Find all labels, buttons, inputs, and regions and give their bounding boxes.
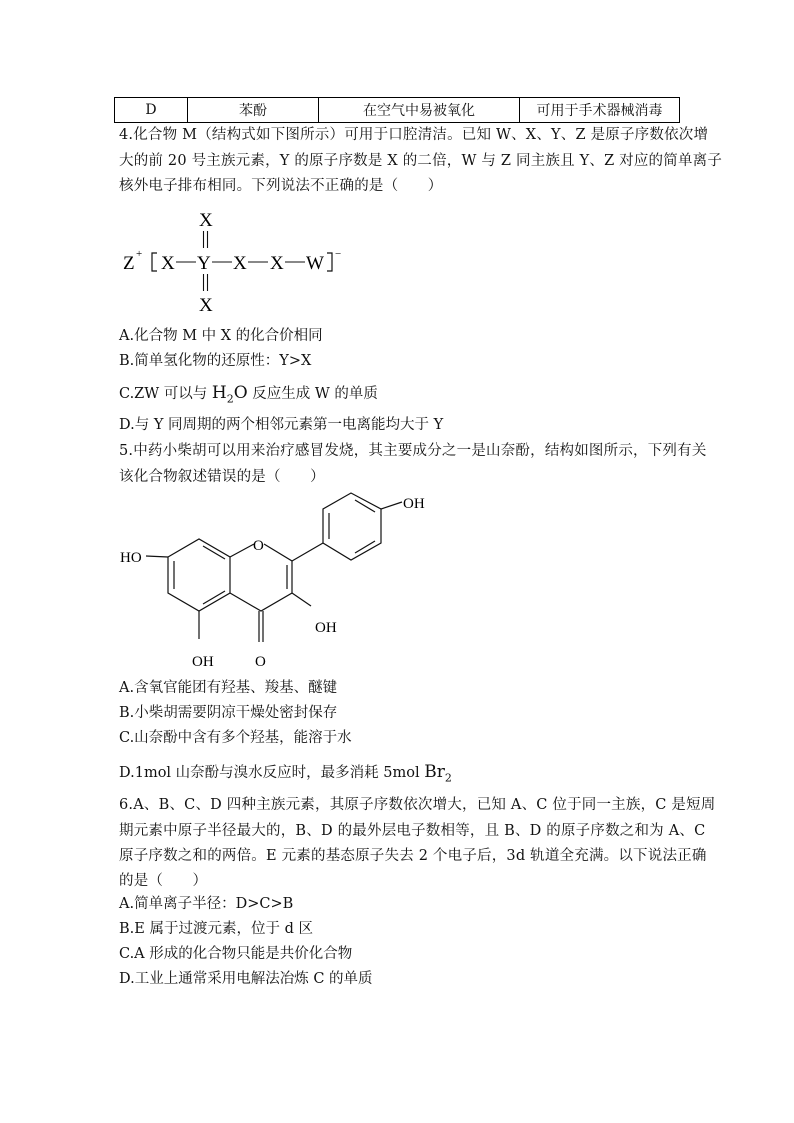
left-bracket (152, 253, 157, 271)
q6-stem-line-2: 期元素中原子半径最大的，B、D 的最外层电子数相等，且 B、D 的原子序数之和为 A、C (119, 823, 706, 839)
q4-option-a: A.化合物 M 中 X 的化合价相同 (119, 328, 323, 344)
q6-stem-line-4: 的是（ ） (119, 873, 208, 889)
label-oh-right: OH (315, 620, 337, 636)
ring-c (230, 544, 292, 611)
atom-x-top: X (199, 210, 213, 231)
label-ho-left: HO (120, 550, 142, 566)
right-bracket (327, 253, 332, 271)
label-oh-top: OH (403, 496, 425, 512)
q4-stem-line-2: 大的前 20 号主族元素，Y 的原子序数是 X 的二倍，W 与 Z 同主族且 Y、Z 对应的简单离子 (119, 153, 723, 169)
q6-stem-line-3: 原子序数之和的两倍。E 元素的基态原子失去 2 个电子后，3d 轨道全充满。以下说法正确 (119, 848, 707, 864)
ring-b (323, 493, 381, 560)
q5-option-d (119, 762, 452, 788)
cation-z: Z (123, 253, 135, 274)
q5-option-c: C.山奈酚中含有多个羟基，能溶于水 (119, 730, 352, 746)
table-cell: 可用于手术器械消毒 (520, 98, 680, 123)
label-carbonyl-o: O (255, 654, 266, 670)
anion-charge: − (335, 248, 342, 260)
atom-x-bottom: X (199, 295, 213, 316)
q5-option-a: A.含氧官能团有羟基、羧基、醚键 (119, 680, 338, 696)
q4-stem-line-1: 4.化合物 M（结构式如下图所示）可用于口腔清洁。已知 W、X、Y、Z 是原子序数依次增 (119, 127, 709, 143)
q5-option-b: B.小柴胡需要阴凉干燥处密封保存 (119, 705, 338, 721)
q4-option-c (119, 383, 378, 409)
q4-option-d: D.与 Y 同周期的两个相邻元素第一电离能均大于 Y (119, 417, 444, 433)
q4-option-b: B.简单氢化物的还原性：Y>X (119, 353, 312, 369)
q5-option-d-pre: D.1mol 山奈酚与溴水反应时，最多消耗 5mol (119, 765, 425, 781)
q4-option-c-post: 反应生成 W 的单质 (247, 386, 378, 402)
q6-option-d: D.工业上通常采用电解法冶炼 C 的单质 (119, 971, 373, 987)
q6-option-a: A.简单离子半径：D>C>B (119, 896, 294, 912)
q6-option-b: B.E 属于过渡元素，位于 d 区 (119, 921, 313, 937)
atom-x-2: X (233, 253, 247, 274)
cation-charge: + (136, 248, 143, 260)
q6-option-c: C.A 形成的化合物只能是共价化合物 (119, 946, 353, 962)
q4-option-c-pre: C.ZW 可以与 (119, 386, 212, 402)
q4-structure-diagram (115, 205, 365, 320)
atom-x-1: X (161, 253, 175, 274)
table-cell: D (115, 98, 188, 123)
atom-x-3: X (270, 253, 284, 274)
ring-a (168, 539, 230, 611)
formula-h2o: $H_2O$ (211, 383, 248, 406)
answer-table (114, 97, 680, 123)
table-cell: 苯酚 (188, 98, 319, 123)
q5-stem-line-1: 5.中药小柴胡可以用来治疗感冒发烧，其主要成分之一是山奈酚，结构如图所示，下列有关 (119, 443, 707, 459)
label-oh-bottom: OH (192, 654, 214, 670)
table-row (115, 98, 680, 123)
q5-kaempferol-structure (115, 492, 445, 677)
q6-stem-line-1: 6.A、B、C、D 四种主族元素，其原子序数依次增大，已知 A、C 位于同一主族，C 是短周 (119, 797, 716, 813)
label-ring-o: O (253, 538, 264, 554)
atom-y: Y (197, 253, 211, 274)
q5-stem-line-2: 该化合物叙述错误的是（ ） (119, 469, 325, 485)
q4-stem-line-3: 核外电子排布相同。下列说法不正确的是（ ） (119, 178, 443, 194)
atom-w: W (306, 253, 324, 274)
formula-br2: $Br_2$ (424, 762, 452, 785)
table-cell: 在空气中易被氧化 (319, 98, 520, 123)
